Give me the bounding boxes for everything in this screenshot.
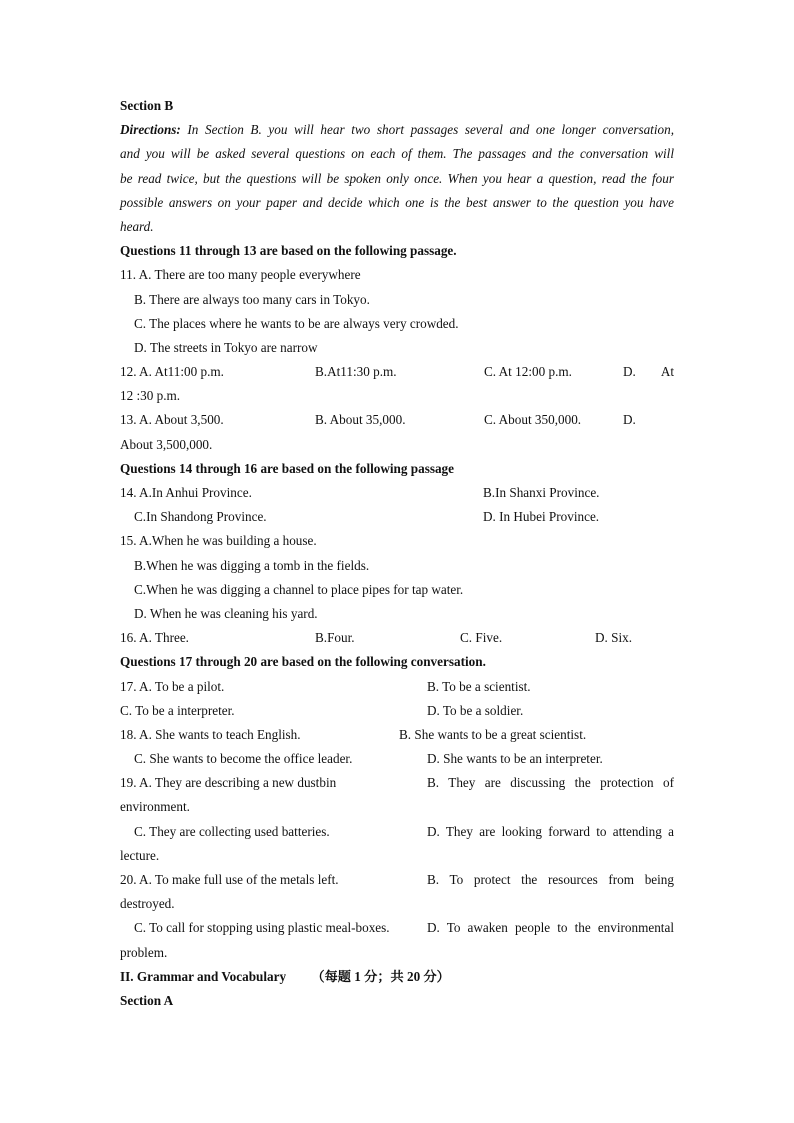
q19-option-d-cont: lecture.	[120, 847, 160, 863]
q16-row	[120, 626, 674, 650]
q12-option-c: C. At 12:00 p.m.	[484, 364, 572, 380]
directions-text-1: In Section B. you will hear two short passages several and one longer conversation,	[180, 122, 674, 138]
q13-option-d: D.	[623, 412, 636, 428]
q19-row-2	[120, 820, 674, 844]
q20-option-d: D. To awaken people to the environmental	[427, 920, 674, 936]
q19-option-a: 19. A. They are describing a new dustbin	[120, 775, 337, 791]
directions-line-5: heard.	[120, 218, 154, 234]
q13-option-a: 13. A. About 3,500.	[120, 412, 224, 428]
q17-option-d: D. To be a soldier.	[427, 702, 524, 718]
q19-option-d: D. They are looking forward to attending a	[427, 823, 674, 839]
q14-row-2	[120, 505, 674, 529]
q11-option-d: D. The streets in Tokyo are narrow	[134, 339, 318, 355]
q18-row-1	[120, 723, 674, 747]
q20-option-a: 20. A. To make full use of the metals left.	[120, 872, 339, 887]
q12-option-d-text: At	[660, 364, 674, 380]
q18-option-c: C. She wants to become the office leader.	[134, 751, 353, 767]
q11-option-c: C. The places where he wants to be are always very crowded.	[134, 315, 459, 331]
q15-option-c: C.When he was digging a channel to place pipes for tap water.	[134, 581, 464, 597]
part2-title-row	[120, 965, 674, 989]
q12-option-d: D.	[623, 364, 636, 380]
section-a-title: Section A	[120, 992, 174, 1008]
q20-option-d-cont: problem.	[120, 944, 168, 960]
q13-option-c: C. About 350,000.	[484, 412, 582, 428]
q18-row-2	[120, 747, 674, 771]
group-heading-17-20: Questions 17 through 20 are based on the following conversation.	[120, 654, 486, 670]
q20-row-1	[120, 868, 674, 892]
part2-title: II. Grammar and Vocabulary	[120, 968, 287, 984]
q12-option-b: B.At11:30 p.m.	[315, 364, 397, 380]
q19-option-b-cont: environment.	[120, 799, 190, 815]
q15-option-a: 15. A.When he was building a house.	[120, 533, 317, 549]
q13-option-b: B. About 35,000.	[315, 412, 406, 428]
q19-option-c: C. They are collecting used batteries.	[134, 823, 330, 839]
q14-option-c: C.In Shandong Province.	[134, 509, 267, 525]
q12-option-a: 12. A. At11:00 p.m.	[120, 364, 224, 380]
q14-option-d: D. In Hubei Province.	[483, 509, 600, 525]
q11-option-a: 11. A. There are too many people everywhere	[120, 267, 361, 283]
directions-line-3: be read twice, but the questions will be spoken only once. When you hear a question, read the four	[120, 170, 674, 186]
directions-line-4: possible answers on your paper and decide which one is the best answer to the question you have	[120, 194, 674, 210]
q11-option-b: B. There are always too many cars in Tokyo.	[134, 291, 370, 307]
q19-option-b: B. They are discussing the protection of	[427, 775, 674, 791]
q17-option-c: C. To be a interpreter.	[120, 702, 235, 718]
q17-row-1	[120, 675, 674, 699]
directions-label: Directions:	[120, 122, 181, 138]
q17-option-a: 17. A. To be a pilot.	[120, 678, 225, 694]
q19-row-1	[120, 771, 674, 795]
q20-option-c: C. To call for stopping using plastic meal-boxes.	[134, 920, 390, 936]
q14-row-1	[120, 481, 674, 505]
directions-line-1	[120, 118, 674, 142]
q18-option-a: 18. A. She wants to teach English.	[120, 726, 301, 742]
q18-option-d: D. She wants to be an interpreter.	[427, 751, 603, 767]
q20-row-2	[120, 916, 674, 940]
q13-row	[120, 408, 674, 432]
q12-row	[120, 360, 674, 384]
q16-option-d: D. Six.	[595, 630, 633, 646]
part2-score: （每题 1 分；共 20 分）	[311, 968, 450, 984]
exam-page	[120, 94, 674, 1013]
q16-option-c: C. Five.	[460, 630, 503, 646]
q13-option-d-cont: About 3,500,000.	[120, 436, 213, 452]
section-b-title: Section B	[120, 98, 174, 113]
q12-option-d-cont: 12 :30 p.m.	[120, 388, 181, 404]
q16-option-a: 16. A. Three.	[120, 630, 189, 646]
group-heading-14-16: Questions 14 through 16 are based on the following passage	[120, 460, 455, 476]
q18-option-b: B. She wants to be a great scientist.	[399, 726, 587, 742]
q17-option-b: B. To be a scientist.	[427, 678, 531, 694]
group-heading-11-13: Questions 11 through 13 are based on the following passage.	[120, 243, 457, 259]
q15-option-d: D. When he was cleaning his yard.	[134, 605, 318, 621]
q20-option-b: B. To protect the resources from being	[427, 872, 674, 887]
q16-option-b: B.Four.	[315, 630, 355, 646]
q17-row-2	[120, 699, 674, 723]
q14-option-a: 14. A.In Anhui Province.	[120, 485, 252, 500]
q20-option-b-cont: destroyed.	[120, 896, 175, 912]
q14-option-b: B.In Shanxi Province.	[483, 485, 600, 500]
q15-option-b: B.When he was digging a tomb in the fields.	[134, 557, 370, 573]
directions-line-2: and you will be asked several questions on each of them. The passages and the conversation will	[120, 146, 674, 162]
